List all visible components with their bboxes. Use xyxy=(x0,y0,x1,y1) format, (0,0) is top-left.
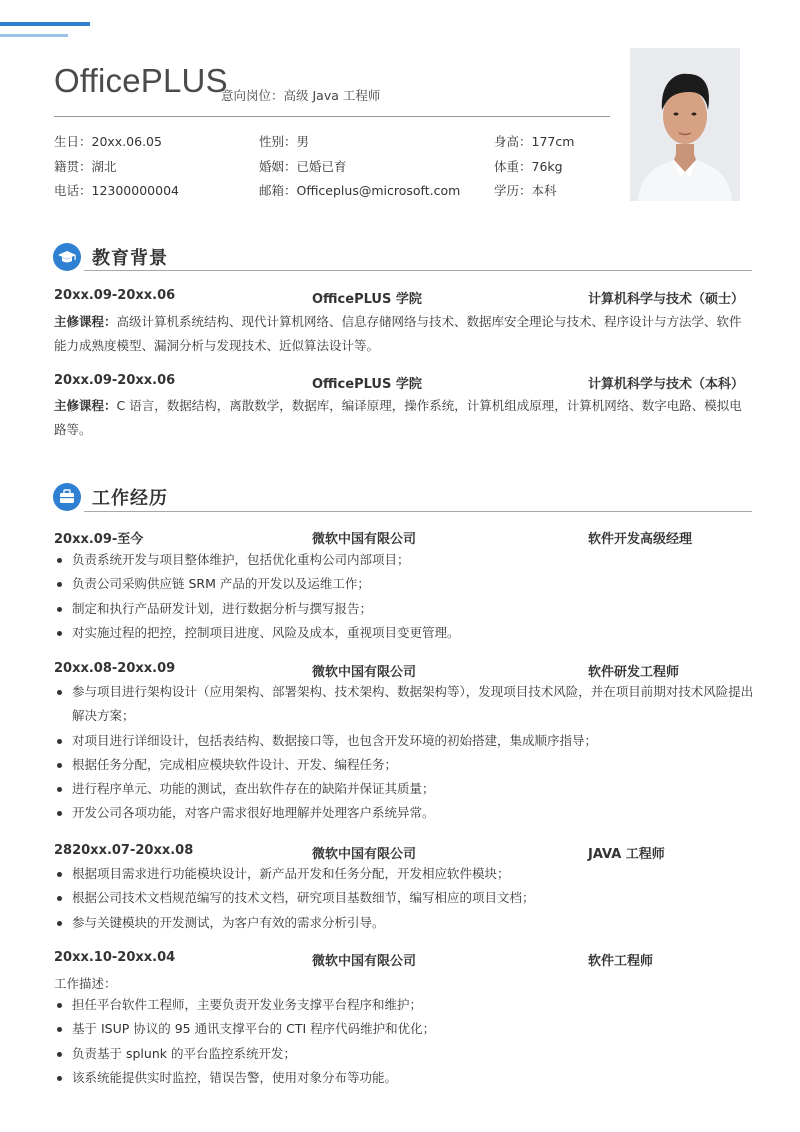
list-item: 根据任务分配，完成相应模块软件设计、开发、编程任务； xyxy=(54,753,754,777)
job-2-company: 微软中国有限公司 xyxy=(312,665,417,680)
briefcase-icon xyxy=(53,483,81,511)
job-2-duties xyxy=(54,680,754,826)
list-item: 根据公司技术文档规范编写的技术文档，研究项目基数细节，编写相应的项目文档； xyxy=(54,886,754,910)
job-4-company: 微软中国有限公司 xyxy=(312,954,417,969)
education-divider xyxy=(84,270,752,271)
job-4-role: 软件工程师 xyxy=(588,954,654,969)
profile-photo xyxy=(630,48,740,201)
info-degree: 学历：本科 xyxy=(494,183,557,198)
job-3-company: 微软中国有限公司 xyxy=(312,847,417,862)
list-item: 对项目进行详细设计，包括表结构、数据接口等，也包含开发环境的初始搭建，集成顺序指导； xyxy=(54,729,754,753)
list-item: 制定和执行产品研发计划，进行数据分析与撰写报告； xyxy=(54,597,754,621)
edu-1-courses xyxy=(54,310,752,358)
info-weight: 体重：76kg xyxy=(494,159,563,174)
header-accent-bar xyxy=(0,22,90,26)
list-item: 该系统能提供实时监控，错误告警，使用对象分布等功能。 xyxy=(54,1066,754,1090)
info-phone: 电话：12300000004 xyxy=(54,183,179,198)
job-1-role: 软件开发高级经理 xyxy=(588,532,693,547)
job-1-duties xyxy=(54,548,754,645)
job-4-date: 20xx.10-20xx.04 xyxy=(54,950,176,965)
info-birth: 生日：20xx.06.05 xyxy=(54,134,162,149)
job-4-desc-label: 工作描述： xyxy=(54,976,117,991)
work-section-title: 工作经历 xyxy=(92,488,168,509)
list-item: 进行程序单元、功能的测试，查出软件存在的缺陷并保证其质量； xyxy=(54,777,754,801)
job-2-role: 软件研发工程师 xyxy=(588,665,680,680)
edu-2-date: 20xx.09-20xx.06 xyxy=(54,373,176,388)
list-item: 担任平台软件工程师，主要负责开发业务支撑平台程序和维护； xyxy=(54,993,754,1017)
info-email: 邮箱：Officeplus@microsoft.com xyxy=(259,183,461,198)
education-section-title: 教育背景 xyxy=(92,248,168,269)
list-item: 根据项目需求进行功能模块设计，新产品开发和任务分配，开发相应软件模块； xyxy=(54,862,754,886)
info-height: 身高：177cm xyxy=(494,134,575,149)
edu-2-major: 计算机科学与技术（本科） xyxy=(588,377,745,392)
list-item: 基于 ISUP 协议的 95 通讯支撑平台的 CTI 程序代码维护和优化； xyxy=(54,1017,754,1041)
work-divider xyxy=(84,511,752,512)
edu-2-courses xyxy=(54,394,752,442)
info-origin: 籍贯：湖北 xyxy=(54,159,117,174)
edu-1-school: OfficePLUS 学院 xyxy=(312,292,422,307)
job-3-date: 2820xx.07-20xx.08 xyxy=(54,843,194,858)
graduation-cap-icon xyxy=(53,243,81,271)
job-3-duties xyxy=(54,862,754,935)
edu-1-course-list: 高级计算机系统结构、现代计算机网络、信息存储网络与技术、数据库安全理论与技术、程序设计与方法学、软件能力成熟度模型、漏洞分析与发现技术、近似算法设计等。 xyxy=(54,314,742,353)
list-item: 参与关键模块的开发测试，为客户有效的需求分析引导。 xyxy=(54,911,754,935)
list-item: 负责系统开发与项目整体维护，包括优化重构公司内部项目； xyxy=(54,548,754,572)
edu-2-course-label: 主修课程： xyxy=(54,398,117,413)
edu-2-course-list: C 语言，数据结构，离散数学，数据库，编译原理，操作系统，计算机组成原理，计算机网络、数字电路、模拟电路等。 xyxy=(54,398,742,437)
header-divider xyxy=(54,116,610,117)
edu-2-school: OfficePLUS 学院 xyxy=(312,377,422,392)
candidate-name: OfficePLUS xyxy=(54,62,228,99)
info-gender: 性别：男 xyxy=(259,134,310,149)
header-accent-bar-light xyxy=(0,34,68,37)
info-marriage: 婚姻：已婚已育 xyxy=(259,159,347,174)
list-item: 负责基于 splunk 的平台监控系统开发； xyxy=(54,1042,754,1066)
intent-label: 意向岗位： xyxy=(221,88,284,103)
job-4-duties xyxy=(54,993,754,1090)
job-3-role: JAVA 工程师 xyxy=(588,847,665,862)
list-item: 参与项目进行架构设计（应用架构、部署架构、技术架构、数据架构等），发现项目技术风险，并在项目前期对技术风险提出解决方案； xyxy=(54,680,754,729)
intended-position xyxy=(221,86,380,104)
edu-1-date: 20xx.09-20xx.06 xyxy=(54,288,176,303)
edu-1-course-label: 主修课程： xyxy=(54,314,117,329)
list-item: 对实施过程的把控，控制项目进度、风险及成本，重视项目变更管理。 xyxy=(54,621,754,645)
job-1-date: 20xx.09-至今 xyxy=(54,532,144,547)
job-2-date: 20xx.08-20xx.09 xyxy=(54,661,176,676)
edu-1-major: 计算机科学与技术（硕士） xyxy=(588,292,745,307)
job-1-company: 微软中国有限公司 xyxy=(312,532,417,547)
list-item: 负责公司采购供应链 SRM 产品的开发以及运维工作； xyxy=(54,572,754,596)
list-item: 开发公司各项功能，对客户需求很好地理解并处理客户系统异常。 xyxy=(54,801,754,825)
intent-value: 高级 Java 工程师 xyxy=(283,88,381,103)
